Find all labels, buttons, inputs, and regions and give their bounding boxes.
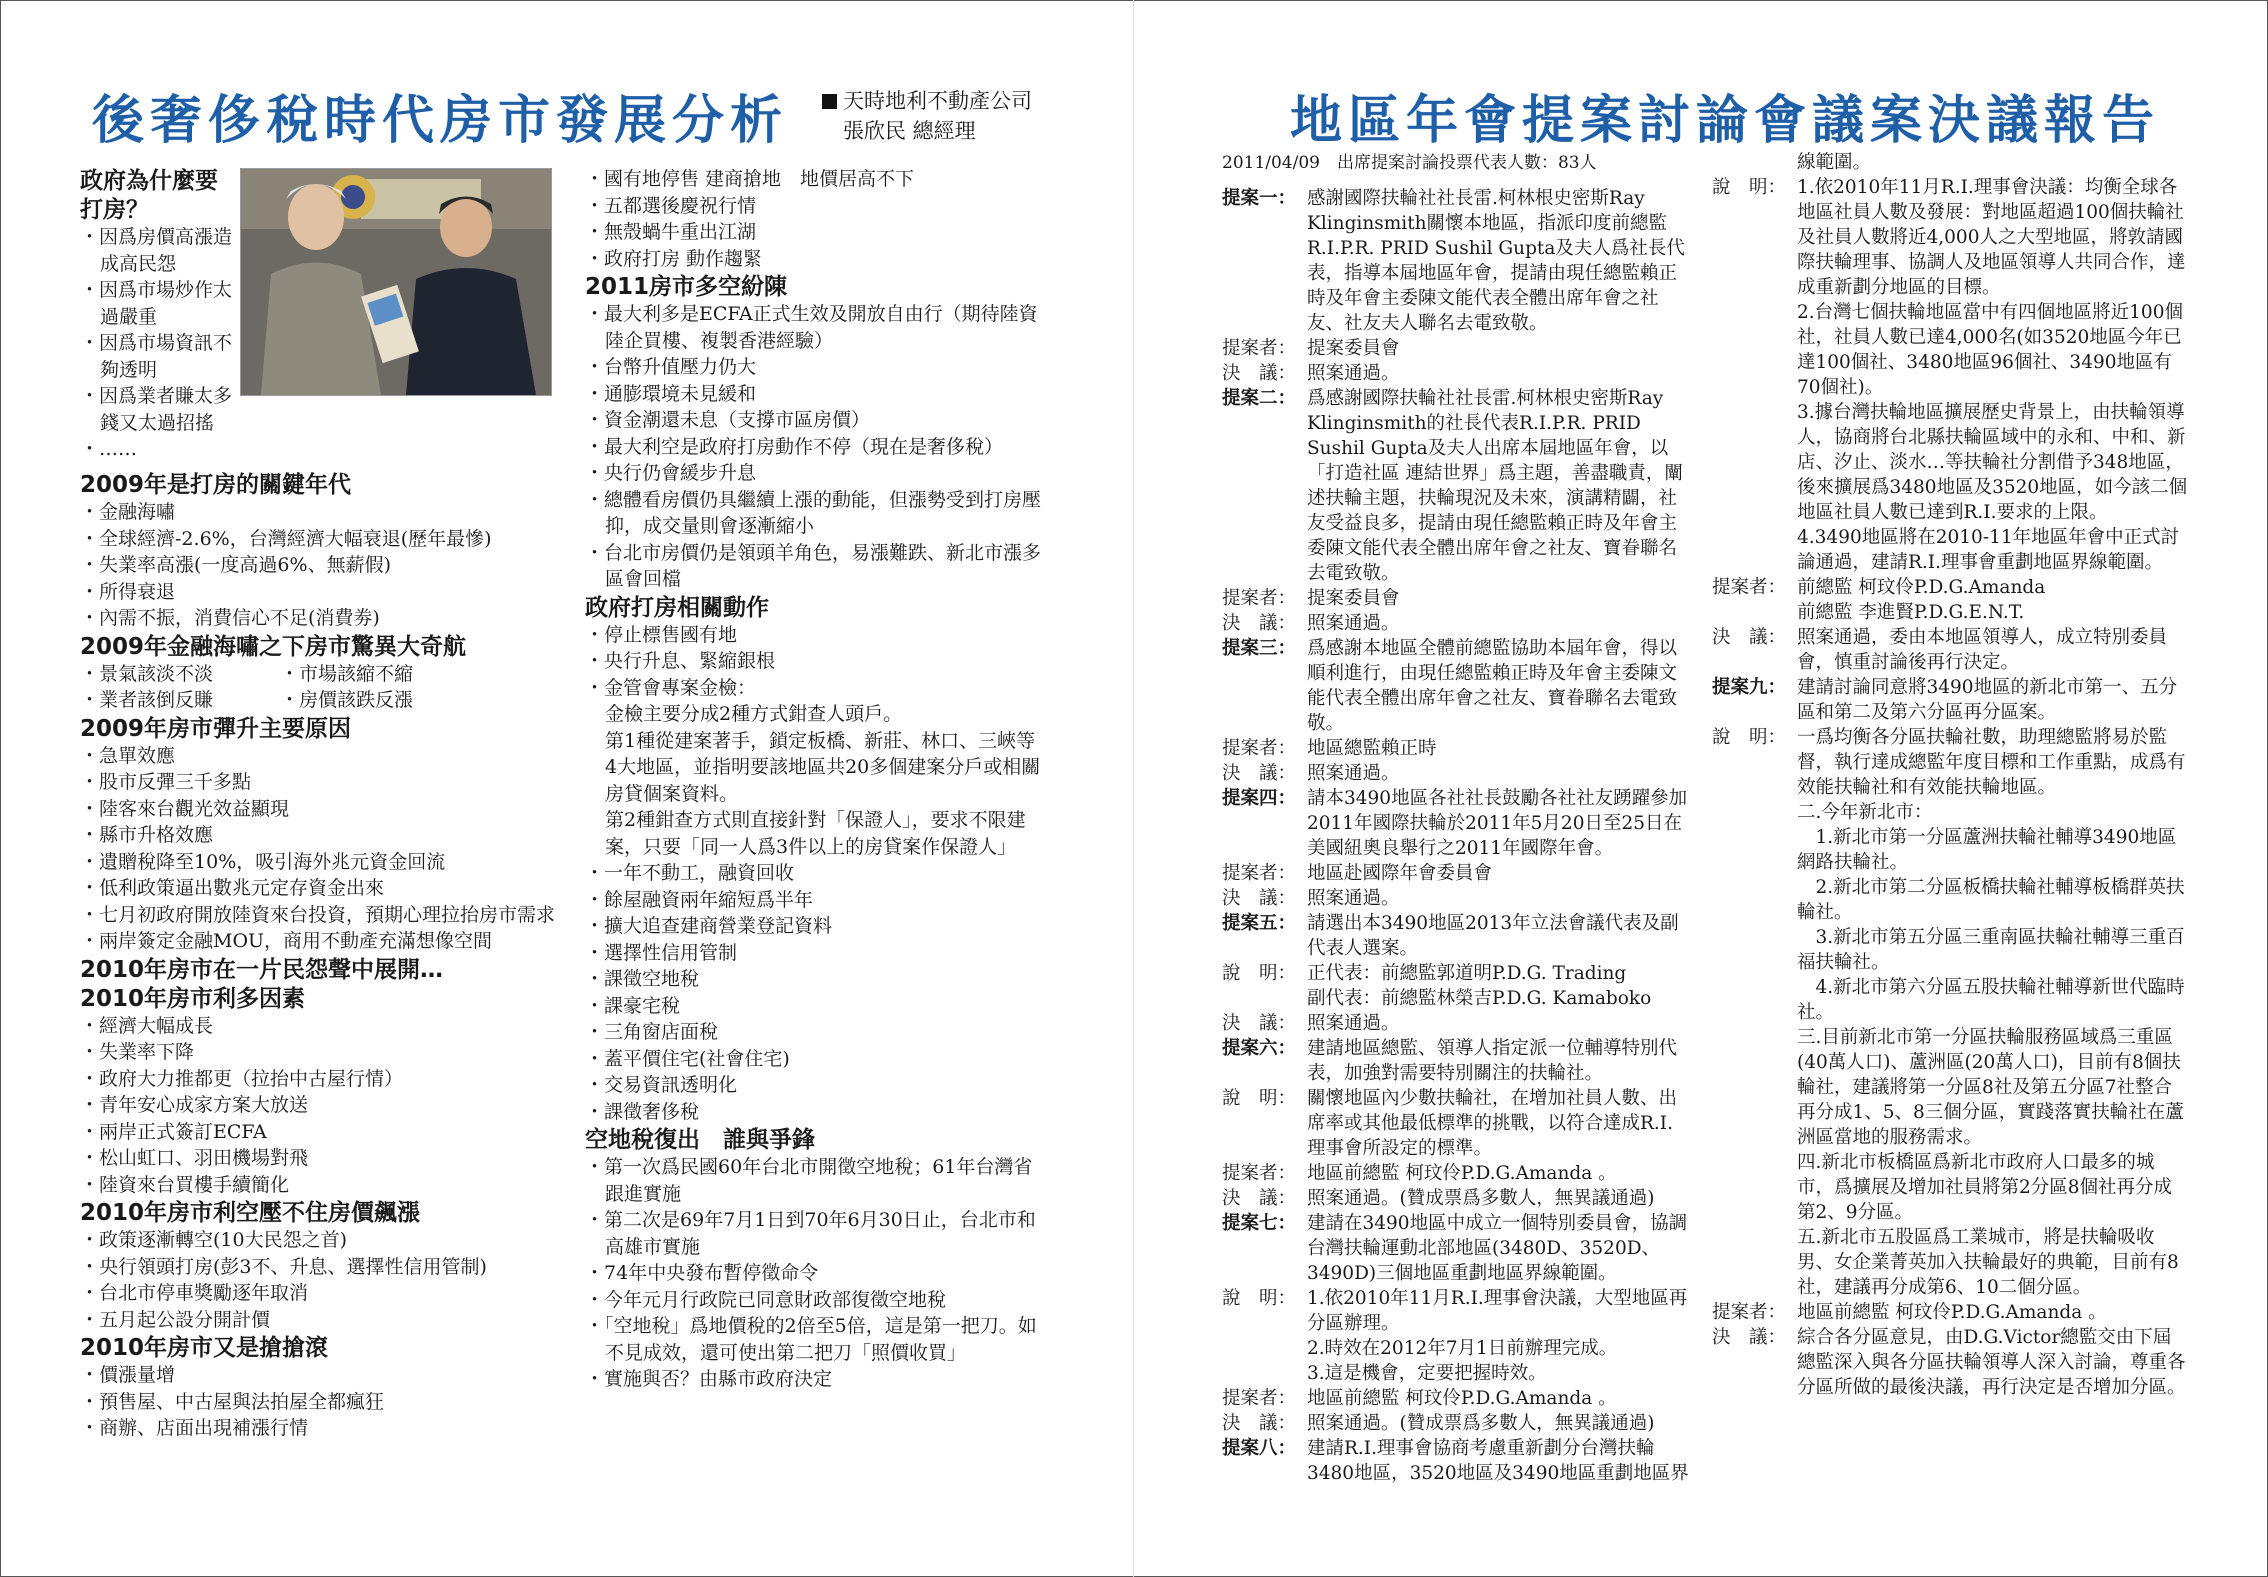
list-item: ・ 央行升息、緊縮銀根 [585,648,1045,675]
minute-text: 照案通過，委由本地區領導人，成立特別委員會，慎重討論後再行決定。 [1797,627,2168,673]
intro-item: ・ …… [80,436,240,463]
minute-label: 說 明： [1222,1288,1297,1309]
minute-text: 建請R.I.理事會協商考慮重新劃分台灣扶輪3480地區，3520地區及3490地區重劃地區界 [1307,1438,1689,1484]
list-item: ・ 金融海嘯 [80,499,580,526]
minute-label: 提案二： [1222,388,1297,409]
minute-text: 五.新北市五股區爲工業城市，將是扶輪吸收男、女企業菁英加入扶輪最好的典範，目前有8社，建議再分成第6、10二個分區。 [1797,1227,2179,1298]
minute-text: 地區前總監 柯玟伶P.D.G.Amanda 。 [1307,1163,1617,1184]
minute-text: 副代表：前總監林榮吉P.D.G. Kamaboko [1307,988,1652,1009]
minute-label [1712,1025,1797,1150]
minute-label: 決 議： [1712,1327,1787,1348]
minute-text: 建請在3490地區中成立一個特別委員會，協調台灣扶輪運動北部地區(3480D、3520D、3490D)三個地區重劃地區界線範圍。 [1307,1213,1688,1284]
minute-row [1222,986,1690,1011]
minute-label [1712,525,1797,575]
minute-row [1222,1036,1690,1086]
list-item: ・ 低利政策逼出數兆元定存資金出來 [80,875,580,902]
minute-text: 三.目前新北市第一分區扶輪服務區域爲三重區(40萬人口)、蘆洲區(20萬人口)，目前有8個扶輪社，建議將第一分區8社及第五分區7社整合再分成1、5、8三個分區，實踐落實扶輪社在蘆洲區當地的服務需求。 [1797,1027,2184,1148]
minute-text: 照案通過。 [1307,363,1400,384]
minute-label: 決 議： [1222,613,1297,634]
minute-row [1712,825,2188,875]
section-heading: 空地稅復出 誰與爭鋒 [585,1127,815,1153]
minute-row [1712,600,2188,625]
minute-label [1712,975,1797,1025]
list-item: ・ 台北市房價仍是領頭羊角色，易漲難跌、新北市漲多區會回檔 [585,540,1045,593]
list-item: ・ 五月起公設分開計價 [80,1307,580,1334]
sub-paragraph: 金檢主要分成2種方式鉗查人頭戶。 [605,703,903,725]
minute-label: 提案九： [1712,677,1787,698]
minute-text: 照案通過。 [1307,763,1400,784]
minute-text: 照案通過。 [1307,1013,1400,1034]
list-item: ・ 市場該縮不縮 [280,661,480,688]
list-item: ・ 選擇性信用管制 [585,940,1045,967]
page-spine [1133,0,1134,1577]
minute-row [1222,1286,1690,1336]
list-item: ・ 三角窗店面稅 [585,1019,1045,1046]
section-heading: 2009年房市彈升主要原因 [80,715,352,742]
minute-label: 提案者： [1222,1163,1297,1184]
minute-label [1712,1150,1797,1225]
minute-row [1712,725,2188,800]
minute-row [1712,1325,2188,1400]
intro-item: ・ 因爲市場資訊不夠透明 [80,330,240,383]
list-item: ・ 失業率高漲(一度高過6%、無薪假) [80,552,580,579]
minute-row [1712,575,2188,600]
list-item: ・ 最大利空是政府打房動作不停（現在是奢侈稅） [585,434,1045,461]
minute-row [1222,636,1690,736]
minute-text: 1.依2010年11月R.I.理事會決議：均衡全球各地區社員人數及發展：對地區超過100個扶輪社及社員人數將近4,000人之大型地區，將敦請國際扶輪理事、協調人及地區領導人共同合作，達成重新劃分地區的目標。 [1797,177,2186,298]
minute-label [1712,825,1797,875]
list-item: ・ 景氣該淡不淡 [80,661,280,688]
minute-label: 提案三： [1222,638,1297,659]
author-company: 天時地利不動產公司 [843,89,1032,113]
minute-text: 1.新北市第一分區蘆洲扶輪社輔導3490地區網路扶輪社。 [1797,827,2177,873]
minute-label: 提案者： [1712,1302,1787,1323]
minute-label: 說 明： [1712,177,1787,198]
section-heading: 2011房市多空紛陳 [585,274,788,300]
minute-label [1712,400,1797,525]
minute-label: 決 議： [1222,1013,1297,1034]
minute-label: 決 議： [1222,363,1297,384]
minute-text: 地區赴國際年會委員會 [1307,863,1493,884]
minute-row [1222,1436,1690,1486]
list-item: ・ 兩岸正式簽訂ECFA [80,1119,580,1146]
list-item: ・ 第二次是69年7月1日到70年6月30日止，台北市和高雄市實施 [585,1207,1045,1260]
minute-label: 決 議： [1222,888,1297,909]
minute-text: 3.這是機會，定要把握時效。 [1307,1363,1547,1384]
minute-row [1712,400,2188,525]
minute-row [1222,1411,1690,1436]
list-item: ・ 實施與否？由縣市政府決定 [585,1366,1045,1393]
list-item: ・ 「空地稅」爲地價稅的2倍至5倍，這是第一把刀。如不見成效，還可使出第二把刀「照價收買」 [585,1313,1045,1366]
minute-row [1712,925,2188,975]
minute-row [1712,175,2188,300]
minute-text: 2.台灣七個扶輪地區當中有四個地區將近100個社，社員人數已達4,000名(如3520地區今年已達100個社、3480地區96個社、3490地區有70個社)。 [1797,302,2183,398]
list-item: ・ 74年中央發布暫停徵命令 [585,1260,1045,1287]
list-item: ・ 青年安心成家方案大放送 [80,1092,580,1119]
minute-label [1712,1225,1797,1300]
minute-row [1222,961,1690,986]
list-item-pair [80,687,580,714]
list-item: ・ 遺贈稅降至10%，吸引海外兆元資金回流 [80,849,580,876]
minute-text: 2.時效在2012年7月1日前辦理完成。 [1307,1338,1618,1359]
minute-label [1712,300,1797,400]
list-item-pair [80,661,580,688]
minute-label: 提案者： [1222,863,1297,884]
minute-text: 地區前總監 柯玟伶P.D.G.Amanda 。 [1307,1388,1617,1409]
list-item: ・ 政府大力推都更（拉抬中古屋行情） [80,1066,580,1093]
minute-label [1712,150,1797,175]
list-item: ・ 七月初政府開放陸資來台投資，預期心理拉抬房市需求 [80,902,580,929]
minute-row [1222,1361,1690,1386]
list-item: ・ 政策逐漸轉空(10大民怨之首) [80,1227,580,1254]
list-item: ・ 餘屋融資兩年縮短爲半年 [585,887,1045,914]
minute-row [1712,1025,2188,1150]
minute-text: 感謝國際扶輪社社長雷.柯林根史密斯Ray Klinginsmith關懷本地區，指派印度前總監R.I.P.R. PRID Sushil Gupta及夫人爲社長代表，指導本屆地區年會，提請由現任總監賴正時及年會主委陳文能代表全體出席年會之社友、社友夫人聯名去電致敬。 [1307,188,1685,334]
minute-text: 綜合各分區意見，由D.G.Victor總監交由下屆總監深入與各分區扶輪領導人深入討論，尊重各分區所做的最後決議，再行決定是否增加分區。 [1797,1327,2186,1398]
meeting-date-line: 2011/04/09 出席提案討論投票代表人數：83人 [1222,153,1597,173]
list-item: ・ 政府打房 動作趨緊 [585,246,1045,273]
list-item: ・ 總體看房價仍具繼續上漲的動能，但漲勢受到打房壓抑，成交量則會逐漸縮小 [585,487,1045,540]
minute-label [1712,800,1797,825]
minute-text: 建請討論同意將3490地區的新北市第一、五分區和第二及第六分區再分區案。 [1797,677,2178,723]
minute-text: 地區前總監 柯玟伶P.D.G.Amanda 。 [1797,1302,2107,1323]
list-item: ・ 蓋平價住宅(社會住宅) [585,1046,1045,1073]
minute-text: 爲感謝國際扶輪社社長雷.柯林根史密斯Ray Klinginsmith的社長代表R.I.P.R. PRID Sushil Gupta及夫人出席本屆地區年會，以「打造社區 連結世界」爲主題，善盡職責，闡述扶輪主題，扶輪現況及未來，演講精闢，社友受益良多，提請由現任總監賴正時及年會主委陳文能代表全體出席年會之社友、寶眷聯名去電致敬。 [1307,388,1683,584]
list-item: ・ 陸客來台觀光效益顯現 [80,796,580,823]
minute-text: 照案通過。(贊成票爲多數人，無異議通過) [1307,1188,1655,1209]
intro-item: ・ 因爲市場炒作太過嚴重 [80,277,240,330]
minute-text: 4.新北市第六分區五股扶輪社輔導新世代臨時社。 [1797,977,2185,1023]
section-heading: 2010年房市又是搶搶滾 [80,1335,329,1361]
minute-row [1222,1186,1690,1211]
minute-text: 線範圍。 [1797,152,1872,173]
minute-row [1222,1211,1690,1286]
minute-label: 提案者： [1222,1388,1297,1409]
list-item: ・ 最大利多是ECFA正式生效及開放自由行（期待陸資陸企買樓、複製香港經驗） [585,301,1045,354]
minute-text: 二.今年新北市： [1797,802,1933,823]
minute-row [1712,150,2188,175]
left-page-title: 後奢侈稅時代房市發展分析 [92,91,789,151]
list-item: ・ 停止標售國有地 [585,622,1045,649]
intro-list [80,224,240,463]
list-item: ・ 兩岸簽定金融MOU，商用不動產充滿想像空間 [80,928,580,955]
section-heading: 2009年金融海嘯之下房市驚異大奇航 [80,633,467,660]
minute-label: 提案者： [1712,577,1787,598]
list-item: ・ 內需不振，消費信心不足(消費劵) [80,605,580,632]
sub-paragraph: 第1種從建案著手，鎖定板橋、新莊、林口、三峽等4大地區，並指明要該地區共20多個建案分戶或相關房貸個案資料。 [605,729,1041,805]
list-item: ・ 擴大追查建商營業登記資料 [585,913,1045,940]
list-item: ・ 股市反彈三千多點 [80,769,580,796]
minute-label [1712,925,1797,975]
minute-row [1712,800,2188,825]
minute-row [1222,886,1690,911]
minute-row [1222,611,1690,636]
minute-row [1222,861,1690,886]
section-heading: 2010年房市利空壓不住房價飆漲 [80,1200,421,1226]
minute-text: 正代表：前總監郭道明P.D.G. Trading [1307,963,1627,984]
list-item: ・ 金管會專案金檢： [585,675,1045,702]
list-item: ・ 課徵奢侈稅 [585,1099,1045,1126]
section-heading: 2010年房市在一片民怨聲中展開… [80,956,444,983]
minute-text: 照案通過。 [1307,613,1400,634]
left-column-2 [585,166,1045,1393]
minute-text: 前總監 李進賢P.D.G.E.N.T. [1797,602,2025,623]
list-item: ・ 今年元月行政院已同意財政部復徵空地稅 [585,1287,1045,1314]
list-item: ・ 急單效應 [80,743,580,770]
list-item: ・ 課豪宅稅 [585,993,1045,1020]
minute-row [1222,586,1690,611]
author-name: 張欣民 總經理 [843,119,976,143]
minute-label [1222,1336,1307,1361]
minute-row [1712,675,2188,725]
minute-label [1222,986,1307,1011]
minute-label: 提案八： [1222,1438,1297,1459]
bullet-square-icon [822,94,837,109]
list-item: ・ 台北市停車獎勵逐年取消 [80,1280,580,1307]
intro-item: ・ 因爲業者賺太多錢又太過招搖 [80,383,240,436]
list-item: ・ 無殼蝸牛重出江湖 [585,219,1045,246]
minute-text: 前總監 柯玟伶P.D.G.Amanda [1797,577,2046,598]
minute-text: 3.新北市第五分區三重南區扶輪社輔導三重百福扶輪社。 [1797,927,2185,973]
minute-label: 提案者： [1222,588,1297,609]
minute-text: 爲感謝本地區全體前總監協助本屆年會，得以順利進行，由現任總監賴正時及年會主委陳文能代表全體出席年會之社友、寶眷聯名去電致敬。 [1307,638,1678,734]
section-heading: 2009年是打房的關鍵年代 [80,472,352,498]
minute-text: 2.新北市第二分區板橋扶輪社輔導板橋群英扶輪社。 [1797,877,2185,923]
section-heading: 政府打房相關動作 [585,594,769,621]
minute-row [1222,386,1690,586]
minute-row [1222,1336,1690,1361]
list-item: ・ 台幣升值壓力仍大 [585,354,1045,381]
minute-label [1712,875,1797,925]
minute-text: 四.新北市板橋區爲新北市政府人口最多的城市，爲擴展及增加社員將第2分區8個社再分成第2、9分區。 [1797,1152,2173,1223]
minute-row [1222,786,1690,861]
list-item: ・ 一年不動工，融資回收 [585,860,1045,887]
list-item: ・ 商辦、店面出現補漲行情 [80,1415,580,1442]
list-item: ・ 松山虹口、羽田機場對飛 [80,1145,580,1172]
list-item: ・ 陸資來台買樓手續簡化 [80,1172,580,1199]
list-item: ・ 第一次爲民國60年台北市開徵空地稅；61年台灣省跟進實施 [585,1154,1045,1207]
minute-row [1222,761,1690,786]
minute-label: 說 明： [1222,963,1297,984]
photo-handshake [240,168,552,396]
minute-row [1712,300,2188,400]
minute-text: 關懷地區內少數扶輪社，在增加社員人數、出席率或其他最低標準的挑戰，以符合達成R.I.理事會所設定的標準。 [1307,1088,1678,1159]
intro-block [80,166,240,463]
minute-row [1222,911,1690,961]
minute-label: 提案者： [1222,738,1297,759]
minute-label: 提案五： [1222,913,1297,934]
right-page-title: 地區年會提案討論會議案決議報告 [1290,91,2161,151]
minute-row [1222,186,1690,336]
list-item: ・ 所得衰退 [80,579,580,606]
right-column-2 [1712,150,2188,1400]
minute-row [1222,736,1690,761]
author-block [822,86,1032,146]
list-item: ・ 交易資訊透明化 [585,1072,1045,1099]
minute-row [1222,361,1690,386]
minute-text: 地區總監賴正時 [1307,738,1437,759]
minute-text: 一爲均衡各分區扶輪社數，助理總監將易於監督，執行達成總監年度目標和工作重點，成爲有效能扶輪社和有效能扶輪地區。 [1797,727,2186,798]
minute-text: 3.據台灣扶輪地區擴展歷史背景上，由扶輪領導人，協商將台北縣扶輪區域中的永和、中和、新店、汐止、淡水…等扶輪社分割借予348地區，後來擴展爲3480地區及3520地區，如今該二個地區社員人數已達到R.I.要求的上限。 [1797,402,2188,523]
minute-label: 提案七： [1222,1213,1297,1234]
list-item: ・ 業者該倒反賺 [80,687,280,714]
list-item: ・ 全球經濟-2.6%，台灣經濟大幅衰退(歷年最慘) [80,526,580,553]
minute-label: 決 議： [1222,1188,1297,1209]
minute-label: 提案六： [1222,1038,1297,1059]
section-heading: 2010年房市利多因素 [80,985,306,1012]
list-item: ・ 失業率下降 [80,1039,580,1066]
minute-text: 4.3490地區將在2010-11年地區年會中正式討論通過，建請R.I.理事會重劃地區界線範圍。 [1797,527,2180,573]
list-item: ・ 央行仍會緩步升息 [585,460,1045,487]
minute-row [1712,875,2188,925]
minute-label: 說 明： [1222,1088,1297,1109]
intro-item: ・ 因爲房價高漲造成高民怨 [80,224,240,277]
minute-row [1222,1161,1690,1186]
minute-text: 提案委員會 [1307,588,1400,609]
minute-text: 照案通過。 [1307,888,1400,909]
minute-row [1222,1386,1690,1411]
minute-label: 提案四： [1222,788,1297,809]
list-item: ・ 房價該跌反漲 [280,687,480,714]
minute-row [1222,1086,1690,1161]
minute-label: 提案者： [1222,338,1297,359]
minute-row [1712,975,2188,1025]
minute-row [1712,625,2188,675]
minute-row [1222,1011,1690,1036]
list-item: ・ 縣市升格效應 [80,822,580,849]
list-item: ・ 預售屋、中古屋與法拍屋全都瘋狂 [80,1389,580,1416]
left-column-1 [80,470,580,1442]
list-item: ・ 通膨環境未見緩和 [585,381,1045,408]
minute-label: 提案一： [1222,188,1297,209]
minute-label: 決 議： [1222,763,1297,784]
minute-row [1222,336,1690,361]
list-item: ・ 資金潮還未息（支撐市區房價） [585,407,1045,434]
minute-text: 提案委員會 [1307,338,1400,359]
intro-heading-2: 打房？ [80,197,149,223]
right-column-1 [1222,150,1690,1486]
list-item: ・ 央行領頭打房(彭3不、升息、選擇性信用管制) [80,1254,580,1281]
minute-text: 1.依2010年11月R.I.理事會決議，大型地區再分區辦理。 [1307,1288,1688,1334]
minute-text: 請選出本3490地區2013年立法會議代表及副代表人選案。 [1307,913,1679,959]
list-item: ・ 課徵空地稅 [585,966,1045,993]
sub-paragraph: 第2種鉗查方式則直接針對「保證人」，要求不限建案，只要「同一人爲3件以上的房貸案作保證人」 [605,809,1026,858]
list-item: ・ 五都選後慶祝行情 [585,193,1045,220]
minute-row [1712,525,2188,575]
minute-row [1712,1300,2188,1325]
minute-label: 決 議： [1222,1413,1297,1434]
minute-text: 照案通過。(贊成票爲多數人，無異議通過) [1307,1413,1655,1434]
minute-row [1712,1150,2188,1225]
minute-text: 請本3490地區各社社長鼓勵各社社友踴躍參加2011年國際扶輪於2011年5月20日至25日在美國紐奧良舉行之2011年國際年會。 [1307,788,1688,859]
minute-row [1712,1225,2188,1300]
list-item: ・ 國有地停售 建商搶地 地價居高不下 [585,166,1045,193]
minute-label: 說 明： [1712,727,1787,748]
minute-label [1712,600,1797,625]
list-item: ・ 經濟大幅成長 [80,1013,580,1040]
intro-heading-1: 政府為什麼要 [80,168,218,194]
minute-label [1222,1361,1307,1386]
list-item: ・ 價漲量增 [80,1362,580,1389]
minute-text: 建請地區總監、領導人指定派一位輔導特別代表，加強對需要特別關注的扶輪社。 [1307,1038,1678,1084]
minute-label: 決 議： [1712,627,1787,648]
